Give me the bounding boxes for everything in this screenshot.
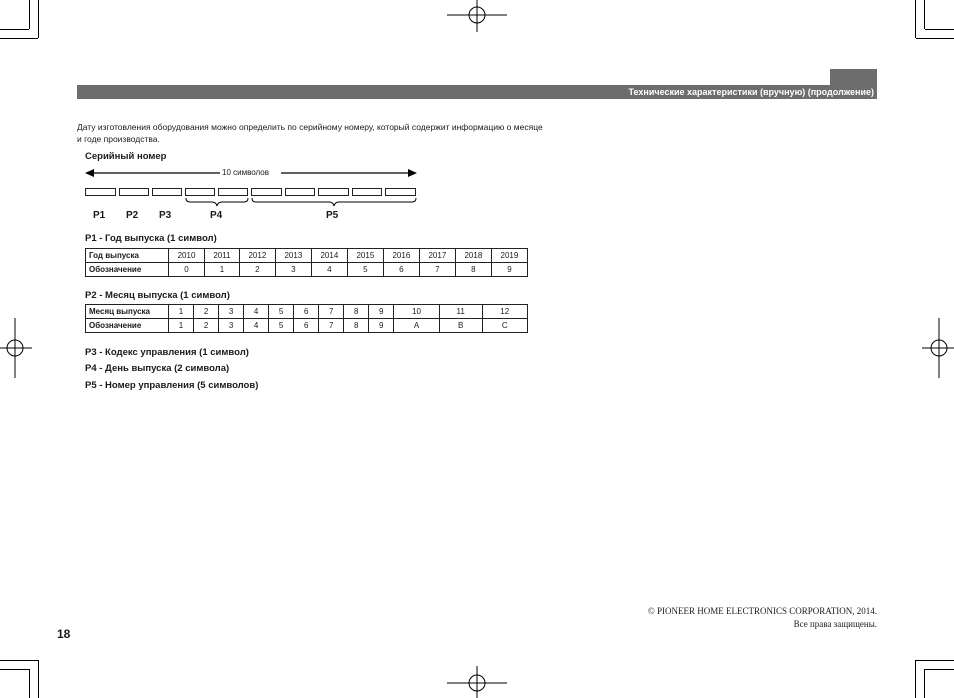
row-label: Год выпуска (86, 249, 169, 263)
table-cell: 9 (369, 319, 394, 333)
table-cell: 2012 (239, 249, 275, 263)
table-cell: 1 (169, 305, 194, 319)
serial-digit-box (218, 188, 248, 196)
header-bar (77, 85, 877, 99)
crop-mark (915, 0, 916, 38)
crop-mark (0, 669, 29, 670)
table-cell: 3 (219, 319, 244, 333)
crop-mark (925, 29, 954, 30)
table-cell: 3 (275, 263, 311, 277)
table-cell: 12 (482, 305, 528, 319)
serial-digit-box (152, 188, 182, 196)
serial-digit-box (251, 188, 282, 196)
crop-mark (0, 660, 38, 661)
crop-mark (38, 0, 39, 38)
serial-digit-box (85, 188, 116, 196)
serial-digit-box (285, 188, 315, 196)
table-cell: 8 (344, 319, 369, 333)
table-cell: 2 (194, 305, 219, 319)
table-cell: 8 (455, 263, 491, 277)
table-cell: 2 (239, 263, 275, 277)
serial-digit-box (318, 188, 349, 196)
crop-mark (924, 669, 925, 698)
table-cell: 1 (169, 319, 194, 333)
p5-brace (251, 198, 417, 208)
copyright-block (648, 605, 877, 631)
table-cell: 6 (294, 319, 319, 333)
table-cell: 2016 (383, 249, 419, 263)
serial-digit-box (119, 188, 149, 196)
table-cell: B (439, 319, 482, 333)
table-cell: 6 (383, 263, 419, 277)
table-row (86, 305, 528, 319)
table-cell: 7 (319, 319, 344, 333)
table-cell: 2013 (275, 249, 311, 263)
crop-mark (916, 38, 954, 39)
crop-mark (915, 660, 916, 698)
table-row (86, 263, 528, 277)
table-cell: 2017 (419, 249, 455, 263)
month-table (85, 304, 528, 333)
crop-mark (38, 660, 39, 698)
serial-part-label: P1 (93, 210, 106, 221)
table-cell: 0 (169, 263, 205, 277)
table-cell: A (394, 319, 439, 333)
table-row (86, 249, 528, 263)
crop-mark (925, 669, 954, 670)
table-cell: 2010 (169, 249, 205, 263)
table-cell: 10 (394, 305, 439, 319)
table-cell: 5 (347, 263, 383, 277)
registration-mark (447, 0, 507, 32)
table-cell: 6 (294, 305, 319, 319)
table-cell: 7 (319, 305, 344, 319)
table-cell: 3 (219, 305, 244, 319)
table-cell: 2 (194, 319, 219, 333)
copyright-text: © PIONEER HOME ELECTRONICS CORPORATION, 2014. (647, 606, 877, 616)
table-cell: 2011 (205, 249, 240, 263)
table-cell: 4 (311, 263, 347, 277)
serial-part-label: P4 (210, 210, 223, 221)
row-label: Обозначение (86, 319, 169, 333)
serial-part-label: P3 (159, 210, 172, 221)
serial-part-label: P5 (326, 210, 339, 221)
p4-heading: P4 - День выпуска (2 символа) (85, 363, 230, 374)
page-number: 18 (57, 627, 71, 641)
serial-part-label: P2 (126, 210, 139, 221)
table-cell: C (482, 319, 528, 333)
table-cell: 9 (369, 305, 394, 319)
header-tab (830, 69, 877, 85)
table-cell: 1 (205, 263, 240, 277)
year-table (85, 248, 528, 277)
serial-digit-box (385, 188, 416, 196)
p1-heading: P1 - Год выпуска (1 символ) (85, 233, 217, 244)
serial-digit-box (185, 188, 215, 196)
registration-mark (447, 666, 507, 698)
registration-mark (922, 318, 954, 378)
table-cell: 2015 (347, 249, 383, 263)
crop-mark (916, 660, 954, 661)
crop-mark (29, 0, 30, 29)
crop-mark (0, 29, 29, 30)
table-cell: 2014 (311, 249, 347, 263)
serial-digit-box (352, 188, 382, 196)
p3-heading: P3 - Кодекс управления (1 символ) (85, 347, 249, 358)
p4-brace (185, 198, 249, 208)
serial-length-label: 10 символов (222, 168, 269, 177)
table-cell: 4 (244, 319, 269, 333)
table-cell: 9 (491, 263, 527, 277)
table-cell: 8 (344, 305, 369, 319)
table-cell: 5 (269, 305, 294, 319)
table-cell: 2019 (491, 249, 527, 263)
crop-mark (0, 38, 38, 39)
serial-heading: Серийный номер (85, 151, 167, 162)
table-cell: 11 (439, 305, 482, 319)
crop-mark (29, 669, 30, 698)
row-label: Обозначение (86, 263, 169, 277)
rights-text: Все права защищены. (793, 619, 877, 629)
crop-mark (924, 0, 925, 29)
section-title: Технические характеристики (вручную) (продолжение) (628, 87, 874, 97)
table-cell: 2018 (455, 249, 491, 263)
p2-heading: P2 - Месяц выпуска (1 символ) (85, 290, 230, 301)
registration-mark (0, 318, 32, 378)
table-row (86, 319, 528, 333)
row-label: Месяц выпуска (86, 305, 169, 319)
intro-paragraph: Дату изготовления оборудования можно определить по серийному номеру, который содержит информацию о месяце и годе производства. (77, 122, 543, 144)
p5-heading: P5 - Номер управления (5 символов) (85, 380, 259, 391)
table-cell: 7 (419, 263, 455, 277)
table-cell: 4 (244, 305, 269, 319)
table-cell: 5 (269, 319, 294, 333)
